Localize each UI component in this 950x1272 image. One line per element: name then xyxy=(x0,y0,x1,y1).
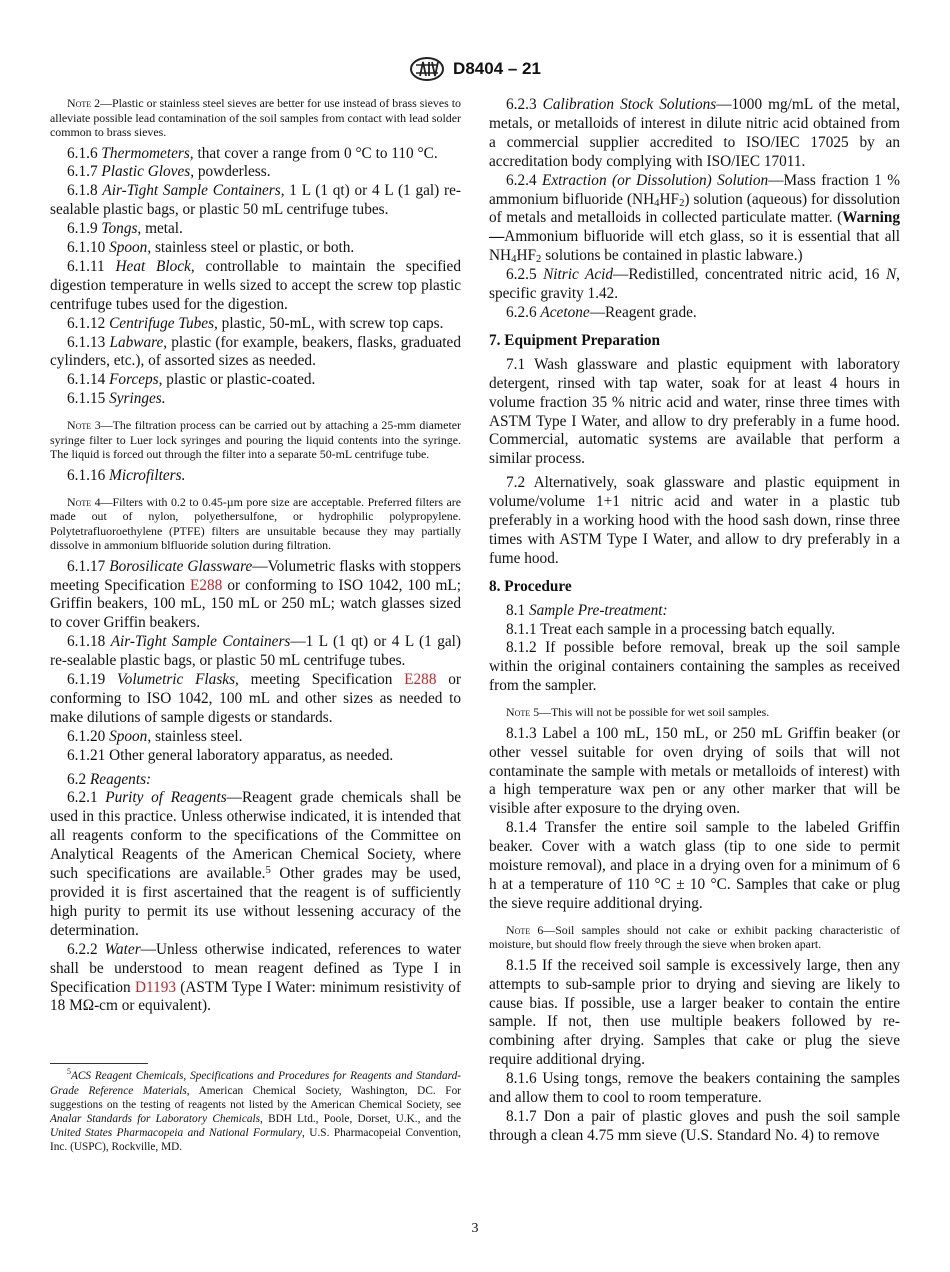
ref-e288[interactable]: E288 xyxy=(404,671,437,689)
para-8-1-4: 8.1.4 Transfer the entire soil sample to the labeled Griffin beaker. Cover with a watch glass (tip to one side to permit moisture removal), and place in a drying oven for a minimum of 6 h at a temperature of 110 °C ± 10 °C. Samples that cake or plug the sieve require additional drying. xyxy=(489,819,900,912)
item-6-1-17: 6.1.17 Borosilicate Glassware—Volumetric flasks with stoppers meeting Specification E288 or conforming to ISO 1042, 100 mL; Griffin beakers, 100 mL, 150 mL or 250 mL; watch glasses sized to cover Griffin beakers. xyxy=(50,557,461,632)
item-6-1-12: 6.1.12 Centrifuge Tubes, plastic, 50-mL, with screw top caps. xyxy=(67,314,444,332)
item-6-1-7: 6.1.7 Plastic Gloves, powderless. xyxy=(67,163,271,181)
item-6-1-11: 6.1.11 Heat Block, controllable to maintain the specified digestion temperature in wells sized to accept the screw top plastic centrifuge tubes used for the digestion. xyxy=(50,257,461,313)
footnote-5: $^5$ACS Reagent Chemicals, Specifications and Procedures for Reagents and Standard-Grade Reference Materials, American Chemical Society, Washington, DC. For suggestions on the testing of reagents not listed by the American Chemical Society, see Analar Standards for Laboratory Chemicals, BDH Ltd., Poole, Dorset, U.K., and the United States Pharmacopeia and National Formulary, U.S. Pharmacopeial Convention, Inc. (USPC), Rockville, MD. xyxy=(50,1067,461,1154)
para-8-1-3: 8.1.3 Label a 100 mL, 150 mL, or 250 mL Griffin beaker (or other vessel suitable for oven drying of soils that will not contaminate the sample with metals or metalloids of interest) with a high temperature wax pen or any other marker that will be visible after exposure to the drying oven. xyxy=(489,724,900,818)
item-6-2-4: 6.2.4 Extraction (or Dissolution) Solution—Mass fraction 1 % ammonium bifluoride $(NH_4HF_2)$ solution (aqueous) for dissolution of metals and metalloids in collected particulate matter. (Warning—Ammonium bifluoride will etch glass, so it is essential that all $NH_4HF_2$ solutions be contained in plastic labware.) xyxy=(489,171,900,266)
item-6-1-16: 6.1.16 Microfilters. xyxy=(67,466,186,484)
item-6-2-3: 6.2.3 Calibration Stock Solutions—1000 mg/mL of the metal, metals, or metalloids of interest in dilute nitric acid obtained from a commercial supplier accredited to ISO/IEC 17025 by an accreditation body complying with ISO/IEC 17011. xyxy=(489,96,900,170)
item-6-1-6: 6.1.6 Thermometers, that cover a range from 0 °C to 110 °C. xyxy=(67,144,438,162)
note-4: Note 4—Filters with 0.2 to 0.45-µm pore size are acceptable. Preferred filters are made out of nylon, polyethersulfone, or hydrophilic polypropylene. Polytetrafluoroethylene (PTFE) filters are unsuitable because they may partially dissolve in ammonium blfluoride solution during filtration. xyxy=(50,494,462,553)
item-6-2-2: 6.2.2 Water—Unless otherwise indicated, references to water shall be understood to mean reagent defined as Type I in Specification D1193 (ASTM Type I Water: minimum resistivity of 18 MΩ-cm or equivalent). xyxy=(50,940,461,1015)
item-6-1-9: 6.1.9 Tongs, metal. xyxy=(67,220,183,238)
para-8-1-1: 8.1.1 Treat each sample in a processing batch equally. xyxy=(506,620,836,638)
para-8-1-6: 8.1.6 Using tongs, remove the beakers containing the samples and allow them to cool to room temperature. xyxy=(489,1070,900,1107)
footnote-rule xyxy=(50,1063,148,1064)
right-column xyxy=(489,96,900,1146)
note-5: Note 5—This will not be possible for wet soil samples. xyxy=(506,705,770,720)
page-number: 3 xyxy=(471,1221,479,1236)
item-6-2-1: 6.2.1 Purity of Reagents—Reagent grade chemicals shall be used in this practice. Unless otherwise indicated, it is intended that all reagents conform to the specifications of the Committee on Analytical Reagents of the American Chemical Society, where such specifications are available.$^5$ Other grades may be used, provided it is first ascertained that the reagent is of sufficiently high purity to permit its use without lessening accuracy of the determination. xyxy=(50,789,462,939)
item-6-1-20: 6.1.20 Spoon, stainless steel. xyxy=(67,727,243,745)
note-2: Note 2—Plastic or stainless steel sieves are better for use instead of brass sieves to alleviate possible lead contamination of the soil samples from contact with lead solder common to brass sieves. xyxy=(50,96,461,139)
item-6-1-14: 6.1.14 Forceps, plastic or plastic-coated. xyxy=(67,371,316,389)
para-7-2: 7.2 Alternatively, soak glassware and plastic equipment in volume/volume 1+1 nitric acid and water in a plastic tub preferably in a working hood with the hood sash down, rinse three times with ASTM Type I Water, and allow to dry preferably in a fume hood. xyxy=(489,474,900,567)
para-8-1-5: 8.1.5 If the received soil sample is excessively large, then any attempts to sub-sample prior to drying and sieving are likely to cause bias. If possible, use a larger beaker to contain the entire sample. If not, then use multiple beakers followed by re-combining after drying. Samples that cake or plug the sieve require additional drying. xyxy=(489,956,900,1069)
item-6-1-19: 6.1.19 Volumetric Flasks, meeting Specification E288 or conforming to ISO 1042, 100 mL and other sizes as needed to make dilutions of sample digests or standards. xyxy=(50,671,461,726)
para-8-1-7: 8.1.7 Don a pair of plastic gloves and push the soil sample through a clean 4.75 mm sieve (U.S. Standard No. 4) to remove xyxy=(489,1108,900,1144)
item-6-1-18: 6.1.18 Air-Tight Sample Containers—1 L (1 qt) or 4 L (1 gal) re-sealable plastic bags, or plastic 50 mL centrifuge tubes. xyxy=(50,633,461,670)
para-8-1-2: 8.1.2 If possible before removal, break up the soil sample within the original containers containing the samples as received from the sampler. xyxy=(489,639,900,695)
item-6-1-21: 6.1.21 Other general laboratory apparatus, as needed. xyxy=(67,746,394,764)
item-6-1-8: 6.1.8 Air-Tight Sample Containers, 1 L (1 qt) or 4 L (1 gal) re-sealable plastic bags, or plastic 50 mL centrifuge tubes. xyxy=(50,182,461,219)
ref-e288[interactable]: E288 xyxy=(190,576,223,594)
left-column xyxy=(50,96,461,1155)
designation: D8404 – 21 xyxy=(453,59,541,78)
item-6-2-6: 6.2.6 Acetone—Reagent grade. xyxy=(506,303,697,321)
heading-equipment-preparation: 7. Equipment Preparation xyxy=(489,331,660,349)
heading-procedure: 8. Procedure xyxy=(489,577,572,595)
section-6-2: 6.2 Reagents: xyxy=(67,770,152,788)
para-7-1: 7.1 Wash glassware and plastic equipment with laboratory detergent, rinsed with tap water, soak for at least 4 hours in volume fraction 35 % nitric acid and water, rinse three times with ASTM Type I Water, and allow to dry preferably in a fume hood. Commercial, automatic systems are available that perform a similar process. xyxy=(489,355,900,468)
section-8-1: 8.1 Sample Pre-treatment: xyxy=(506,601,668,619)
note-3: Note 3—The filtration process can be carried out by attaching a 25-mm diameter syringe filter to Luer lock syringes and pouring the liquid contents into the syringe. The liquid is forced out through the filter into a separate 50-mL centrifuge tube. xyxy=(50,418,462,462)
item-6-1-10: 6.1.10 Spoon, stainless steel or plastic, or both. xyxy=(67,239,355,257)
ref-d1193[interactable]: D1193 xyxy=(134,978,177,996)
astm-logo-icon xyxy=(409,56,445,82)
page-header xyxy=(0,56,950,84)
item-6-1-15: 6.1.15 Syringes. xyxy=(67,390,166,408)
note-6: Note 6—Soil samples should not cake or exhibit packing characteristic of moisture, but should flow freely through the sieve when broken apart. xyxy=(489,922,900,952)
item-6-2-5: 6.2.5 Nitric Acid—Redistilled, concentrated nitric acid, 16 N, specific gravity 1.42. xyxy=(489,266,900,303)
item-6-1-13: 6.1.13 Labware, plastic (for example, beakers, flasks, graduated cylinders, etc.), of assorted sizes as needed. xyxy=(50,333,461,370)
